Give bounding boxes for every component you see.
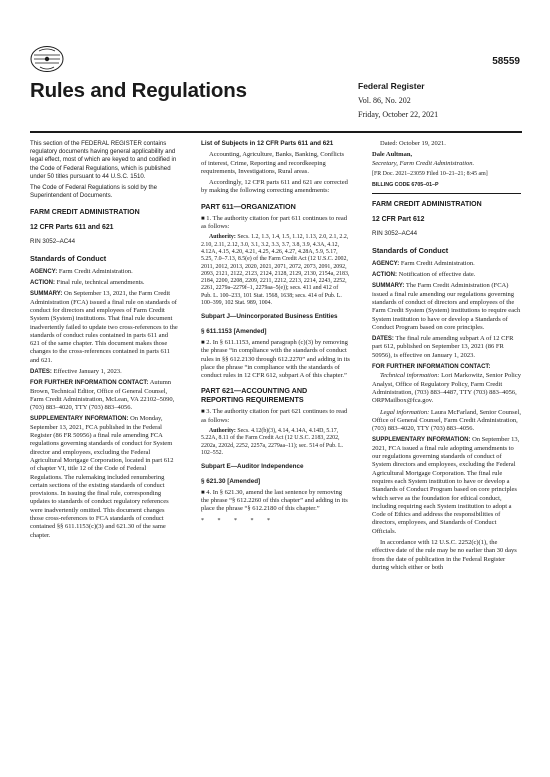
action-line-2: ACTION: Notification of effective date. — [372, 271, 476, 279]
section-621-30-heading: § 621.30 [Amended] — [201, 477, 261, 485]
agency-line-2: AGENCY: Farm Credit Administration. — [372, 259, 475, 267]
page-number: 58559 — [492, 56, 520, 67]
subjects-text: Accounting, Agriculture, Banks, Banking, Conflicts of interest, Crime, Reporting and recordkeeping requirements, Investigations, Rural areas. — [201, 151, 345, 175]
cfr-parts-heading: 12 CFR Parts 611 and 621 — [30, 224, 114, 232]
intro-text-2: The Code of Federal Regulations is sold by the Superintendent of Documents. — [30, 184, 158, 200]
rin-number: RIN 3052–AC44 — [30, 238, 76, 246]
fr-doc-line: [FR Doc. 2021–23059 Filed 10–21–21; 8:45 am] — [372, 170, 488, 177]
summary-paragraph: SUMMARY: On September 13, 2021, the Farm Credit Administration (FCA) issued a final rule on standards of conduct for directors and employees of Farm Credit System (System) institutions. That final rule document inadvertently failed to update two cross-references to the standards of conduct rules contained in parts 611 and 621 of the same chapter. This document makes those changes to the cross-references contained in parts 611 and 621. — [30, 290, 178, 364]
issue-date: Friday, October 22, 2021 — [358, 110, 439, 119]
column-3 — [372, 140, 521, 575]
instruction-4: ■ 4. In § 621.30, amend the last sentence by removing the phrase “§ 612.2260 of this chapter” and adding in its place the phrase “§ 612.2180 of this chapter.” — [201, 488, 348, 513]
subpart-j-heading: Subpart J—Unincorporated Business Entities — [201, 313, 338, 321]
signer-title: Secretary, Farm Credit Administration. — [372, 159, 475, 167]
intro-text: This section of the FEDERAL REGISTER contains regulatory documents having general applicability and legal effect, most of which are keyed to and codified in the Code of Federal Regulations, which is published under 50 titles pursuant to 44 U.S.C. 1510. — [30, 140, 177, 180]
column-2 — [201, 140, 350, 525]
header-rule — [30, 131, 522, 133]
rin-number-2: RIN 3052–AC44 — [372, 230, 418, 238]
federal-register-seal-icon — [30, 45, 64, 73]
authority-611: Authority: Secs. 1.2, 1.3, 1.4, 1.5, 1.12, 1.13, 2.0, 2.1, 2.2, 2.10, 2.11, 2.12, 3.0, 3.1, 3.2, 3.3, 3.7, 3.8, 3.9, 4.3A, 4.12, 4.12A, 4.15, 4.20, 4.21, 4.25, 4.26, 4.27, 4.28A, 5.9, 5.17, 5.25, 7.0–7.13, 8.5(e) of the Farm Credit Act (12 U.S.C. 2002, 2011, 2012, 2013, 2020, 2021, 2071, 2072, 2073, 2091, 2092, 2093, 2121, 2122, 2123, 2124, 2128, 2129, 2130, 2154a, 2183, 2184, 2200, 2208, 2209, 2211, 2212, 2213, 2214, 2243, 2252, 2261, 2279a–2279f–1, 2279aa–5(e)); secs. 411 and 412 of Pub. L. 100–233, 101 Stat. 1568, 1638; secs. 414 of Pub. L. 100–399, 102 Stat. 989, 1004. — [201, 234, 350, 307]
summary-paragraph-2: SUMMARY: The Farm Credit Administration (FCA) issued a final rule amending our regulations governing standards of conduct of directors and employees of the Farm Credit System (System) institutions to require each System institution to have or develop a Standards of Conduct Program based on core principles. — [372, 282, 521, 331]
part-611-heading: PART 611—ORGANIZATION — [201, 201, 296, 211]
agency-heading: FARM CREDIT ADMINISTRATION — [30, 209, 140, 217]
signer-name: Dale Aultman, — [372, 151, 413, 159]
contact-paragraph: FOR FURTHER INFORMATION CONTACT: Autumn Brown, Technical Editor, Office of General Counsel, Farm Credit Administration, McLean, VA 22102–5090, (703) 883–4020, TTY (703) 883–4056. — [30, 379, 175, 412]
document-separator — [372, 193, 521, 194]
volume-info: Vol. 86, No. 202 — [358, 96, 411, 105]
dated-line: Dated: October 19, 2021. — [380, 140, 446, 147]
contact-heading-2: FOR FURTHER INFORMATION CONTACT: — [372, 364, 491, 371]
dates-line-2: DATES: The final rule amending subpart A of 12 CFR part 612, published on September 13, 2021 (86 FR 50956), is effective on January 1, 2023. — [372, 335, 514, 359]
part-621-heading: PART 621—ACCOUNTING AND REPORTING REQUIREMENTS — [201, 386, 308, 405]
instruction-3: ■ 3. The authority citation for part 621 continues to read as follows: — [201, 408, 348, 424]
supplementary-paragraph: SUPPLEMENTARY INFORMATION: On Monday, September 13, 2021, FCA published in the Federal Register (86 FR 50956) a final rule amending FCA regulations governing standards of conduct for System director and employees, excluding the Federal Agricultural Mortgage Corporation, located in part 612 of chapter VI, title 12 of the Code of Federal Regulations. The rulemaking included renumbering certain sections of the existing standards of conduct provisions. In issuing the final rule, corresponding updates to standards of conduct regulatory references were inadvertently omitted. This document changes those cross-references to FCA standards of conduct contained §§ 611.1153(c)(3) and 621.30 of the same chapter. — [30, 415, 174, 539]
document-title: Standards of Conduct — [30, 253, 107, 263]
subpart-e-heading: Subpart E—Auditor Independence — [201, 463, 304, 471]
instruction-2: ■ 2. In § 611.1153, amend paragraph (c)(3) by removing the phrase “in compliance with the standards of conduct rules in §§ 612.2130 through 612.2270” and adding in its place the phrase “in compliance with the standards of conduct rules in 12 CFR 612, subpart A of this chapter.” — [201, 338, 350, 380]
document-title-2: Standards of Conduct — [372, 245, 449, 255]
section-611-1153-heading: § 611.1153 [Amended] — [201, 327, 267, 335]
accordance-paragraph: In accordance with 12 U.S.C. 2252(c)(1), the effective date of the rule may be no earlier than 30 days from the date of publication in the Federal Register during which either or both — [372, 538, 517, 571]
instruction-1: ■ 1. The authority citation for part 611 continues to read as follows: — [201, 214, 348, 231]
billing-code: BILLING CODE 6705–01–P — [372, 182, 439, 189]
agency-line: AGENCY: Farm Credit Administration. — [30, 267, 133, 275]
action-line: ACTION: Final rule, technical amendments. — [30, 279, 145, 287]
dates-line: DATES: Effective January 1, 2023. — [30, 367, 122, 375]
technical-contact: Technical information: Lori Markowitz, Senior Policy Analyst, Office of Regulatory Policy, Farm Credit Administration, (703) 883–4487, TTY (703) 883–4056, ORPMailbox@fca.gov. — [372, 372, 521, 405]
agency-heading-2: FARM CREDIT ADMINISTRATION — [372, 201, 482, 209]
journal-name: Federal Register — [358, 81, 425, 91]
section-title: Rules and Regulations — [30, 79, 247, 102]
supplementary-paragraph-2: SUPPLEMENTARY INFORMATION: On September 13, 2021, FCA issued a final rule adopting amendments to our regulations governing standards of conduct of System directors and employees, excluding the Federal Agricultural Mortgage Corporation. The final rule requires each System institution to have or develop a Standards of Conduct Program based on core principles which serve as the foundation for ethical conduct, including requiring each System institution to adopt a Code of Ethics and address the responsibilities of directors, employees, and Standards of Conduct Officials. — [372, 436, 520, 535]
cfr-part-heading: 12 CFR Part 612 — [372, 216, 425, 224]
masthead — [358, 81, 528, 123]
authority-621: Authority: Secs. 4.12(b)(3), 4.14, 4.14A, 4.14D, 5.17, 5.22A, 8.11 of the Farm Credit Act (12 U.S.C. 2183, 2202, 2202a, 2202d, 2252, 2257a, 2279aa–11); sec. 514 of Pub. L. 102–552. — [201, 428, 344, 456]
legal-contact: Legal information: Laura McFarland, Senior Counsel, Office of General Counsel, Farm Credit Administration, (703) 883–4020, TTY (703) 883–4056. — [372, 408, 521, 433]
column-1 — [30, 140, 179, 543]
list-of-subjects-heading: List of Subjects in 12 CFR Parts 611 and 621 — [201, 140, 334, 147]
stars-separator: * * * * * — [201, 517, 276, 524]
accordingly-text: Accordingly, 12 CFR parts 611 and 621 are corrected by making the following correcting amendments: — [201, 179, 348, 195]
